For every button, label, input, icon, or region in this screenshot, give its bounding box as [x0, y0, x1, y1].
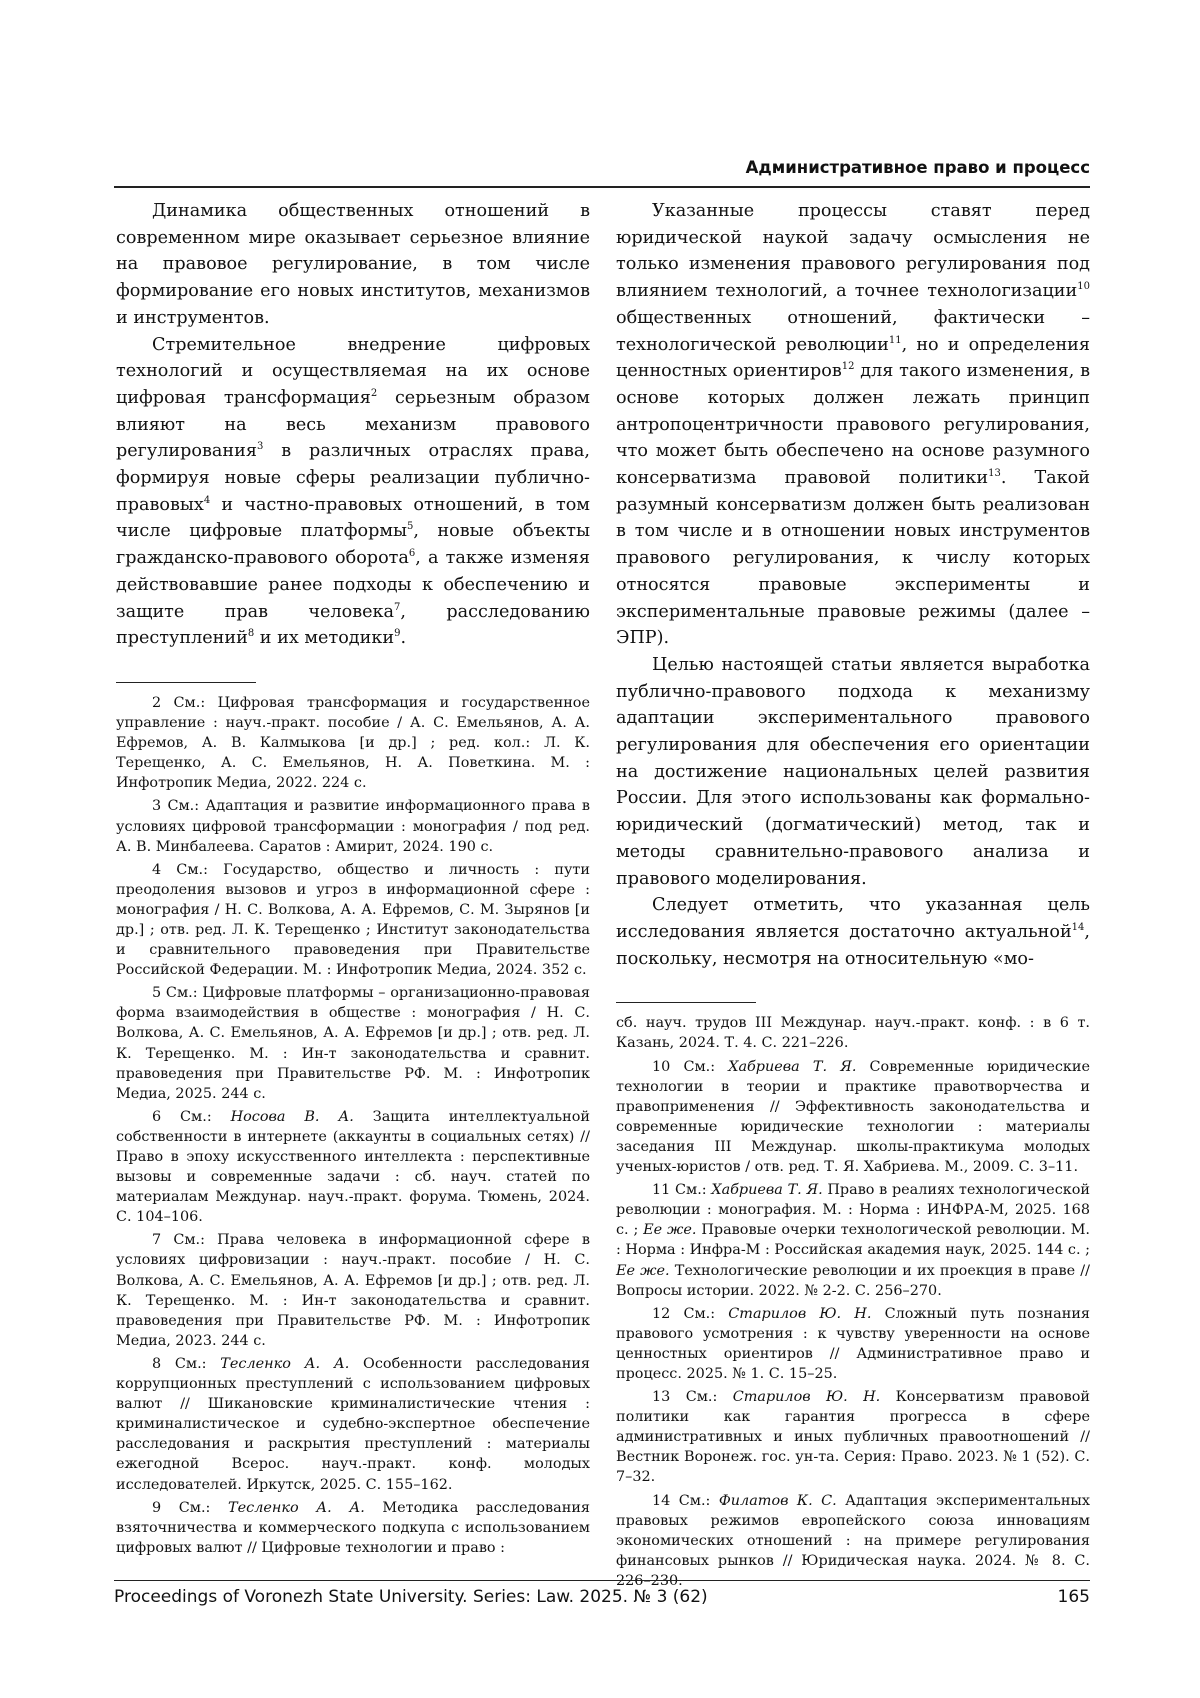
- author-name: Хабриева Т. Я.: [711, 1182, 823, 1199]
- footnote-ref: 3: [256, 441, 264, 453]
- footnote-continuation: сб. науч. трудов III Междунар. науч.-практ. конф. : в 6 т. Казань, 2024. Т. 4. С. 221–226.: [616, 1015, 1090, 1052]
- footnote: 2 См.: Цифровая трансформация и государственное управление : науч.-практ. пособие / А. С. Емельянов, А. А. Ефремов, А. В. Калмыкова [и др.] ; ред. кол.: Л. К. Терещенко, А. С. Емельянов, Н. А. Поветкина. М. : Инфотропик Медиа, 2022. 224 с.: [116, 694, 590, 792]
- footnote-ref: 4: [203, 494, 211, 506]
- footnote-ref: 7: [394, 601, 401, 613]
- footnote: 9 См.: Тесленко А. А. Методика расследования взяточничества и коммерческого подкупа с использованием цифровых валют // Цифровые технологии и право :: [116, 1499, 590, 1556]
- author-name: Носова В. А.: [230, 1108, 354, 1125]
- author-name: Старилов Ю. Н.: [732, 1389, 881, 1406]
- footnote-ref: 9: [394, 628, 401, 640]
- footnote: 10 См.: Хабриева Т. Я. Современные юридические технологии в теории и практике правотворчества и правоприменения // Эффективность законодательства и современные юридические технологии : материалы заседания III Междунар. школы-практикума молодых ученых-юристов / отв. ред. Т. Я. Хабриева. М., 2009. С. 3–11.: [616, 1058, 1090, 1176]
- author-name: Филатов К. С.: [718, 1492, 837, 1509]
- author-name: Ее же.: [643, 1222, 697, 1239]
- running-header: [114, 158, 1090, 188]
- footnote: 7 См.: Права человека в информационной сфере в условиях цифровизации : науч.-практ. пособие / Н. С. Волкова, А. С. Емельянов, А. А. Ефремов [и др.] ; отв. ред. Л. К. Терещенко. М. : Ин-т законодательства и сравнит. правоведения при Правительстве РФ. М. : Инфотропик Медиа, 2023. 244 с.: [116, 1232, 590, 1349]
- footnote: 14 См.: Филатов К. С. Адаптация экспериментальных правовых режимов европейского союза инновациям экономических отношений : на примере регулирования финансовых рынков // Юридическая наука. 2024. № 8. С. 226–230.: [616, 1492, 1090, 1589]
- footnote-ref: 5: [407, 521, 414, 533]
- body-paragraph: Указанные процессы ставят перед юридической наукой задачу осмысления не только изменения правового регулирования под влиянием технологий, а точнее технологизации$^{10}$ общественных отношений, фактически – технологической революции$^{11}$, но и определения ценностных ориентиров$^{12}$ для такого изменения, в основе которых должен лежать принцип антропоцентричности правового регулирования, что может быть обеспечено на основе разумного консерватизма правовой политики$^{13}$. Такой разумный консерватизм должен быть реализован в том числе и в отношении новых инструментов правового регулирования, к числу которых относятся правовые эксперименты и экспериментальные правовые режимы (далее – ЭПР).: [616, 201, 1090, 649]
- footnote: 5 См.: Цифровые платформы – организационно-правовая форма взаимодействия в обществе : монография / Н. С. Волкова, А. С. Емельянов, А. А. Ефремов [и др.] ; отв. ред. Л. К. Терещенко. М. : Ин-т законодательства и сравнит. правоведения при Правительстве РФ. М. : Инфотропик Медиа, 2025. 244 с.: [116, 985, 590, 1102]
- author-name: Старилов Ю. Н.: [728, 1305, 872, 1322]
- section-title: Административное право и процесс: [745, 158, 1090, 177]
- body-paragraph: Динамика общественных отношений в современном мире оказывает серьезное влияние на правовое регулирование, в том числе формирование его новых институтов, механизмов и инструментов.: [116, 201, 590, 328]
- left-footnotes: [116, 693, 590, 1558]
- footnote-ref: 10: [1077, 281, 1090, 293]
- body-paragraph: Целью настоящей статьи является выработка публично-правового подхода к механизму адаптации экспериментального правового регулирования для обеспечения его ориентации на достижение национальных целей развития России. Для этого использованы как формально-юридический (догматический) метод, так и методы сравнительно-правового анализа и правового моделирования.: [616, 654, 1090, 889]
- footnote-separator: [616, 1002, 756, 1003]
- left-column: [116, 198, 590, 1561]
- page-footer: [114, 1580, 1090, 1611]
- right-column: [616, 198, 1090, 1594]
- footnote-ref: 12: [841, 361, 855, 373]
- footnote-ref: 2: [370, 388, 378, 400]
- footnote: 4 См.: Государство, общество и личность : пути преодоления вызовов и угроз в информационной сфере : монография / Н. С. Волкова, А. А. Ефремов, С. М. Зырянов [и др.] ; отв. ред. Л. К. Терещенко ; Институт законодательства и сравнительного правоведения при Правительстве Российской Федерации. М. : Инфотропик Медиа, 2024. 352 с.: [116, 861, 590, 979]
- footnote-ref: 11: [888, 334, 902, 346]
- footnote-separator: [116, 682, 256, 683]
- journal-citation: Proceedings of Voronezh State University. Series: Law. 2025. № 3 (62): [114, 1587, 708, 1607]
- footnote-ref: 14: [1071, 922, 1085, 934]
- footnote: 11 См.: Хабриева Т. Я. Право в реалиях технологической революции : монография. М. : Норма : ИНФРА-М, 2025. 168 с. ; Ее же. Правовые очерки технологической революции. М. : Норма : Инфра-М : Российская академия наук, 2025. 144 с. ; Ее же. Технологические революции и их проекция в праве // Вопросы истории. 2022. № 2-2. С. 256–270.: [616, 1182, 1091, 1299]
- author-name: Хабриева Т. Я.: [728, 1058, 857, 1075]
- footnote-ref: 13: [988, 468, 1001, 480]
- footnote: 8 См.: Тесленко А. А. Особенности расследования коррупционных преступлений с использованием цифровых валют // Шикановские криминалистические чтения : криминалистическое и судебно-экспертное обеспечение расследования и раскрытия преступлений : материалы ежегодной Всерос. науч.-практ. конф. молодых исследователей. Иркутск, 2025. С. 155–162.: [116, 1355, 590, 1493]
- author-name: Тесленко А. А.: [220, 1355, 350, 1372]
- body-paragraph: Стремительное внедрение цифровых технологий и осуществляемая на их основе цифровая трансформация$^2$ серьезным образом влияют на весь механизм правового регулирования$^3$ в различных отраслях права, формируя новые сферы реализации публично-правовых$^4$ и частно-правовых отношений, в том числе цифровые платформы$^5$, новые объекты гражданско-правового оборота$^6$, а также изменяя действовавшие ранее подходы к обеспечению и защите прав человека$^7$, расследованию преступлений$^8$ и их методики$^9$.: [116, 334, 590, 649]
- author-name: Тесленко А. А.: [228, 1499, 365, 1516]
- body-paragraph: Следует отметить, что указанная цель исследования является достаточно актуальной$^{14}$, поскольку, несмотря на относительную «мо-: [616, 895, 1090, 969]
- footnote-ref: 8: [247, 628, 255, 640]
- footnote: 3 См.: Адаптация и развитие информационного права в условиях цифровой трансформации : монография / под ред. А. В. Минбалеева. Саратов : Амирит, 2024. 190 с.: [116, 798, 590, 855]
- footnote: 12 См.: Старилов Ю. Н. Сложный путь познания правового усмотрения : к чувству уверенности на основе ценностных ориентиров // Административное право и процесс. 2025. № 1. С. 15–25.: [616, 1305, 1090, 1382]
- footnote: 13 См.: Старилов Ю. Н. Консерватизм правовой политики как гарантия прогресса в сфере административных и иных публичных правоотношений // Вестник Воронеж. гос. ун-та. Серия: Право. 2023. № 1 (52). С. 7–32.: [616, 1389, 1090, 1486]
- left-body-text: [116, 198, 590, 652]
- right-body-text: [616, 198, 1090, 972]
- page-number: 165: [1057, 1587, 1090, 1607]
- footnote: 6 См.: Носова В. А. Защита интеллектуальной собственности в интернете (аккаунты в социальных сетях) // Право в эпоху искусственного интеллекта : перспективные вызовы и современные задачи : сб. науч. статей по материалам Междунар. науч.-практ. форума. Тюмень, 2024. С. 104–106.: [116, 1108, 590, 1226]
- footnote-ref: 6: [408, 548, 416, 560]
- right-footnotes: [616, 1013, 1090, 1591]
- author-name: Ее же.: [616, 1262, 670, 1279]
